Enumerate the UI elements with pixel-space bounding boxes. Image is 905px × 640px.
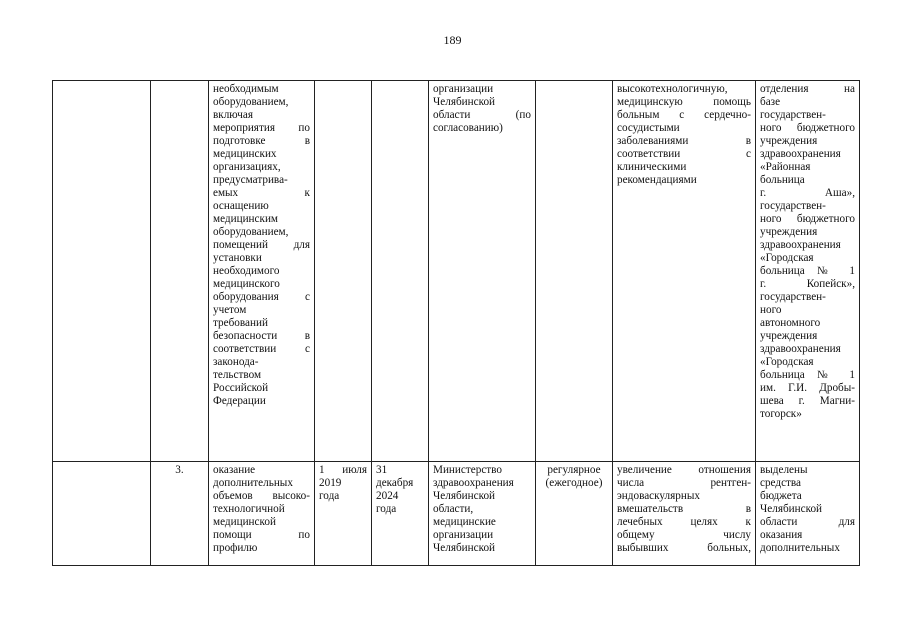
cell-line: технологичной (213, 503, 285, 515)
cell-line: соответствии с (617, 148, 751, 160)
cell-line: больница № 1 (760, 369, 855, 381)
cell-line: области, (433, 503, 474, 515)
cell-line: мероприятия по (213, 122, 310, 134)
cell-line: учреждения (760, 330, 818, 342)
cell-line: эндоваскулярных (617, 490, 700, 502)
cell-line: медицинским (213, 213, 279, 225)
cell-line: подготовке в (213, 135, 310, 147)
cell-line: медицинских (213, 148, 277, 160)
activity-cell (209, 81, 315, 462)
page-number: 189 (443, 33, 462, 47)
cell-line: г. Аша», (760, 187, 855, 199)
cell-line: медицинские (433, 516, 496, 528)
notes-cell (756, 462, 860, 566)
cell-line: здравоохранения (433, 477, 514, 489)
cell-line: здравоохранения (760, 343, 841, 355)
activity-cell (209, 462, 315, 566)
start-date-cell (315, 81, 372, 462)
start-date-cell (315, 462, 372, 566)
cell-line: шева г. Магни- (760, 395, 855, 407)
cell-line: года (319, 490, 340, 502)
cell-line: необходимым (213, 83, 279, 95)
notes-cell (756, 81, 860, 462)
empty-cell (53, 81, 151, 462)
cell-line: года (376, 503, 397, 515)
cell-line: оборудования с (213, 291, 310, 303)
cell-line: профилю (213, 542, 258, 554)
cell-line: оказание (213, 464, 256, 476)
cell-line: учетом (213, 304, 247, 316)
cell-line: (ежегодное) (545, 477, 603, 489)
cell-line: организации (433, 83, 494, 95)
cell-line: требований (213, 317, 268, 329)
cell-line: сосудистыми (617, 122, 680, 134)
cell-line: Министерство (433, 464, 502, 476)
cell-line: больным с сердечно- (617, 109, 751, 121)
cell-line: медицинскую помощь (617, 96, 751, 108)
cell-line: регулярное (547, 464, 601, 476)
cell-line: государствен- (760, 291, 826, 303)
cell-line: «Городская (760, 356, 814, 368)
executor-cell (429, 462, 536, 566)
cell-line: ного бюджетного (760, 122, 855, 134)
cell-line: Челябинской (433, 542, 496, 554)
cell-line: базе (760, 96, 781, 108)
cell-line: оснащению (213, 200, 269, 212)
cell-line: 31 (376, 464, 388, 476)
cell-line: 1 июля (319, 464, 367, 476)
cell-line: объемов высоко- (213, 490, 310, 502)
cell-line: выбывших больных, (617, 542, 751, 554)
cell-line: дополнительных (760, 542, 840, 554)
cell-line: помещений для (213, 239, 310, 251)
cell-line: помощи по (213, 529, 310, 541)
cell-line: им. Г.И. Дробы- (760, 382, 855, 394)
cell-line: организации (433, 529, 494, 541)
item-number-cell: 3. (151, 462, 209, 566)
cell-line: здравоохранения (760, 148, 841, 160)
cell-line: г. Копейск», (760, 278, 855, 290)
cell-line: медицинского (213, 278, 280, 290)
cell-line: автономного (760, 317, 821, 329)
cell-line: медицинской (213, 516, 276, 528)
executor-cell (429, 81, 536, 462)
cell-line: учреждения (760, 226, 818, 238)
cell-line: учреждения (760, 135, 818, 147)
cell-line: выделены (760, 464, 808, 476)
cell-line: Челябинской (760, 503, 823, 515)
cell-line: Челябинской (433, 490, 496, 502)
cell-line: числа рентген- (617, 477, 751, 489)
cell-line: государствен- (760, 200, 826, 212)
cell-line: оборудованием, (213, 226, 289, 238)
cell-line: 2024 (376, 490, 399, 502)
cell-line: клиническими (617, 161, 687, 173)
cell-line: рекомендациями (617, 174, 697, 186)
cell-line: ного бюджетного (760, 213, 855, 225)
cell-line: «Городская (760, 252, 814, 264)
cell-line: лечебных целях к (617, 516, 751, 528)
cell-line: установки (213, 252, 262, 264)
cell-line: оказания (760, 529, 803, 541)
end-date-cell (372, 81, 429, 462)
cell-line: средства (760, 477, 802, 489)
cell-line: Российской (213, 382, 269, 394)
cell-line: вмешательств в (617, 503, 751, 515)
cell-line: оборудованием, (213, 96, 289, 108)
table-row (53, 81, 860, 462)
end-date-cell (372, 462, 429, 566)
cell-line: области (по (433, 109, 531, 121)
cell-line: общему числу (617, 529, 751, 541)
cell-line: тельством (213, 369, 262, 381)
result-cell (613, 81, 756, 462)
frequency-cell (536, 462, 613, 566)
cell-line: бюджета (760, 490, 802, 502)
cell-line: отделения на (760, 83, 855, 95)
cell-line: Федерации (213, 395, 266, 407)
cell-line: дополнительных (213, 477, 293, 489)
cell-line: области для (760, 516, 855, 528)
result-cell (613, 462, 756, 566)
cell-line: государствен- (760, 109, 826, 121)
cell-line: заболеваниями в (617, 135, 751, 147)
cell-line: необходимого (213, 265, 280, 277)
cell-line: больница № 1 (760, 265, 855, 277)
cell-line: соответствии с (213, 343, 310, 355)
cell-line: законода- (213, 356, 259, 368)
cell-line: декабря (376, 477, 414, 489)
table-row (53, 462, 860, 566)
cell-line: Челябинской (433, 96, 496, 108)
frequency-cell (536, 81, 613, 462)
empty-cell (53, 462, 151, 566)
cell-line: организациях, (213, 161, 281, 173)
cell-line: безопасности в (213, 330, 310, 342)
cell-line: «Районная (760, 161, 811, 173)
cell-line: 2019 (319, 477, 342, 489)
cell-line: ного (760, 304, 782, 316)
cell-line: высокотехнологичную, (617, 83, 728, 95)
cell-line: тогорск» (760, 408, 802, 420)
cell-line: больница (760, 174, 805, 186)
cell-line: предусматрива- (213, 174, 288, 186)
cell-line: согласованию) (433, 122, 503, 134)
cell-line: емых к (213, 187, 310, 199)
cell-line: увеличение отношения (617, 464, 751, 476)
cell-line: здравоохранения (760, 239, 841, 251)
measures-table (52, 80, 860, 566)
item-number-cell (151, 81, 209, 462)
cell-line: включая (213, 109, 253, 121)
